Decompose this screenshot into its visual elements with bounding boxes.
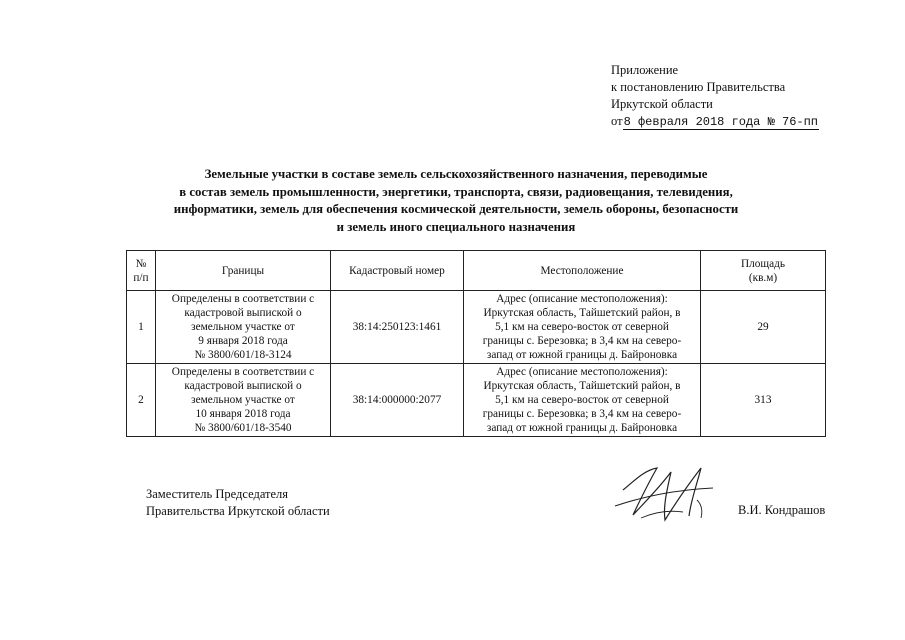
header-number-line1: № [135,257,147,270]
appendix-line: Иркутской области [611,97,713,111]
handwritten-signature [605,460,720,530]
signatory-name: В.И. Кондрашов [738,503,826,517]
bounds-line: кадастровой выпиской о [184,380,302,392]
cell-bounds [156,364,331,437]
location-line: 5,1 км на северо-восток от северной [495,321,669,333]
cell-location [464,291,701,364]
cell-location [464,364,701,437]
location-line: Иркутская область, Тайшетский район, в [483,380,681,392]
title-line: и земель иного специального назначения [336,219,576,234]
position-line: Правительства Иркутской области [146,504,330,518]
cell-bounds [156,291,331,364]
header-area-line1: Площадь [740,257,786,270]
resolution-date: 8 февраля 2018 года № 76-пп [623,115,818,129]
appendix-date-line [611,113,819,131]
location-line: границы с. Березовка; в 3,4 км на северо- [482,408,682,420]
cell-area: 29 [701,291,826,364]
land-plots-table [126,250,826,437]
bounds-line: № 3800/601/18-3124 [194,349,292,361]
title-line: в состав земель промышленности, энергетики, транспорта, связи, радиовещания, телевидения, [179,184,733,199]
bounds-line: № 3800/601/18-3540 [194,422,292,434]
header-number-line2: п/п [133,271,149,284]
location-line: запад от южной границы д. Байроновка [486,349,678,361]
bounds-line: Определены в соответствии с [171,293,315,305]
signatory-position [146,486,330,520]
table-row [127,364,826,437]
header-bounds: Границы [156,251,331,291]
title-line: Земельные участки в составе земель сельскохозяйственного назначения, переводимые [204,167,708,181]
date-prefix: от [611,114,623,128]
bounds-line: Определены в соответствии с [171,366,315,378]
table-header-row [127,251,826,291]
cell-number: 1 [127,291,156,364]
header-location: Местоположение [464,251,701,291]
cell-cadastral: 38:14:250123:1461 [331,291,464,364]
header-cadastral: Кадастровый номер [331,251,464,291]
title-line: информатики, земель для обеспечения космической деятельности, земель обороны, безопасности [173,202,739,216]
cell-area: 313 [701,364,826,437]
appendix-line: к постановлению Правительства [611,80,786,94]
appendix-line: Приложение [611,63,679,77]
location-line: запад от южной границы д. Байроновка [486,422,678,434]
bounds-line: 10 января 2018 года [195,408,291,420]
location-line: Адрес (описание местоположения): [496,366,668,378]
cell-number: 2 [127,364,156,437]
location-line: Адрес (описание местоположения): [496,293,668,305]
bounds-line: кадастровой выпиской о [184,307,302,319]
header-area [701,251,826,291]
location-line: Иркутская область, Тайшетский район, в [483,307,681,319]
appendix-block [611,62,819,131]
table-row [127,291,826,364]
bounds-line: земельном участке от [191,321,295,333]
bounds-line: земельном участке от [191,394,295,406]
header-area-line2: (кв.м) [748,271,778,284]
location-line: 5,1 км на северо-восток от северной [495,394,669,406]
position-line: Заместитель Председателя [146,487,289,501]
document-title [120,166,792,236]
bounds-line: 9 января 2018 года [198,335,288,347]
header-number [127,251,156,291]
location-line: границы с. Березовка; в 3,4 км на северо- [482,335,682,347]
cell-cadastral: 38:14:000000:2077 [331,364,464,437]
